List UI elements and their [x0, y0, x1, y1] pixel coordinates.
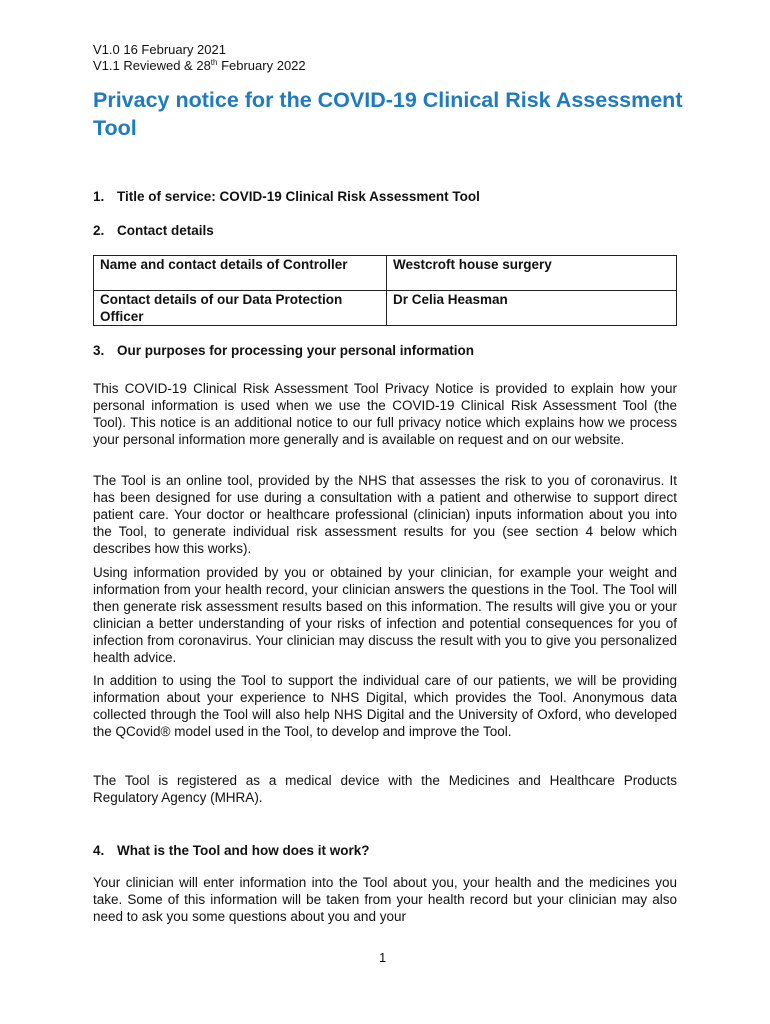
section-1-number: 1. [93, 189, 105, 204]
version-line-2-suffix: February 2022 [217, 58, 306, 73]
document-title: Privacy notice for the COVID-19 Clinical Risk Assessment Tool [93, 88, 683, 140]
section-3-heading [93, 342, 474, 359]
version-line-2 [93, 58, 306, 74]
version-line-2-sup: th [210, 58, 218, 67]
section-1-text: Title of service: COVID-19 Clinical Risk Assessment Tool [117, 189, 480, 204]
page-number: 1 [379, 950, 387, 965]
section-4-heading [93, 842, 370, 859]
paragraph-nhs-digital: In addition to using the Tool to support the individual care of our patients, we will be providing information about your experience to NHS Digital, which provides the Tool. Anonymous data collected through the Tool will also help NHS Digital and the University of Oxford, who developed the QCovid® model used in the Tool, to develop and improve the Tool. [93, 673, 677, 739]
section-2-text: Contact details [117, 223, 214, 238]
table-row [94, 291, 677, 326]
version-info [93, 42, 306, 74]
table-row [94, 256, 677, 291]
section-3-text: Our purposes for processing your personal information [117, 343, 475, 358]
version-line-1: V1.0 16 February 2021 [93, 42, 226, 57]
paragraph-mhra-registration: The Tool is registered as a medical device with the Medicines and Healthcare Products Regulatory Agency (MHRA). [93, 773, 677, 805]
paragraph-information-use: Using information provided by you or obtained by your clinician, for example your weight and information from your health record, your clinician answers the questions in the Tool. The Tool will then generate risk assessment results based on this information. The results will give you or your clinician a better understanding of your risks of infection and potential consequences for you of infection from coronavirus. Your clinician may discuss the result with you to give you personalized health advice. [93, 565, 677, 665]
section-4-number: 4. [93, 843, 105, 858]
section-3-number: 3. [93, 343, 105, 358]
paragraph-how-it-works: Your clinician will enter information into the Tool about you, your health and the medicines you take. Some of this information will be taken from your health record but your clinician may also need to ask you some questions about you and your [93, 875, 677, 924]
section-1-heading [93, 188, 480, 205]
section-2-heading [93, 222, 214, 239]
controller-label-cell: Name and contact details of Controller [94, 256, 387, 291]
dpo-value-cell: Dr Celia Heasman [387, 291, 677, 326]
dpo-label-cell: Contact details of our Data Protection Officer [94, 291, 387, 326]
contact-details-table [93, 255, 677, 326]
section-4-text: What is the Tool and how does it work? [117, 843, 370, 858]
paragraph-tool-description: The Tool is an online tool, provided by the NHS that assesses the risk to you of coronavirus. It has been designed for use during a consultation with a patient and otherwise to support direct patient care. Your doctor or healthcare professional (clinician) inputs information about you into the Tool, to generate individual risk assessment results for you (see section 4 below which describes how this works). [93, 473, 677, 556]
version-line-2-prefix: V1.1 Reviewed & 28 [93, 58, 211, 73]
controller-value-cell: Westcroft house surgery [387, 256, 677, 291]
paragraph-privacy-notice: This COVID-19 Clinical Risk Assessment Tool Privacy Notice is provided to explain how your personal information is used when we use the COVID-19 Clinical Risk Assessment Tool (the Tool). This notice is an additional notice to our full privacy notice which explains how we process your personal information more generally and is available on request and on our website. [93, 381, 677, 447]
section-2-number: 2. [93, 223, 105, 238]
